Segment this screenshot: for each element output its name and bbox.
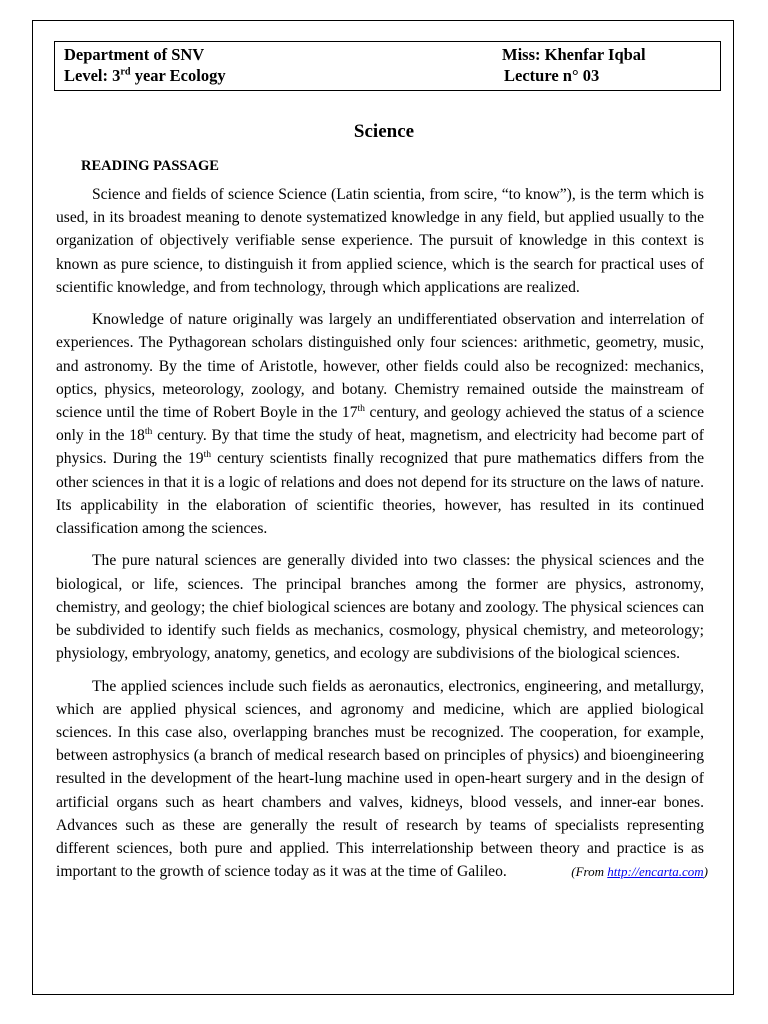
reading-passage bbox=[56, 183, 708, 893]
page-title: Science bbox=[353, 121, 415, 142]
teacher-label: Miss: Khenfar Iqbal bbox=[502, 45, 646, 64]
lecture-label: Lecture n° 03 bbox=[504, 66, 600, 85]
header-box bbox=[54, 41, 721, 91]
paragraph-4: The applied sciences include such fields as aeronautics, electronics, engineering, and metallurgy, which are applied physical sciences, and agronomy and medicine, which are applied biological sciences. In this case also, overlapping branches must be recognized. The cooperation, for example, between astrophysics (a branch of medical research based on principles of physics) and bioengineering resulted in the development of the heart-lung machine used in open-heart surgery and in the design of artificial organs such as heart chambers and valves, kidneys, blood vessels, and inner-ear bones. Advances such as these are generally the result of research by teams of specialists representing different sciences, both pure and applied. This interrelationship between theory and practice is as important to the growth of science today as it was at the time of Galileo. (From http://encarta.com) bbox=[56, 675, 704, 884]
department-label: Department of SNV bbox=[64, 45, 205, 64]
source-link[interactable]: http://encarta.com bbox=[607, 864, 704, 880]
reading-passage-heading: READING PASSAGE bbox=[81, 158, 219, 174]
source-citation: (From http://encarta.com) bbox=[571, 864, 708, 880]
paragraph-1: Science and fields of science Science (Latin scientia, from scire, “to know”), is the term which is used, in its broadest meaning to denote systematized knowledge in any field, but applied usually to the organization of objectively verifiable sense experience. The pursuit of knowledge in this context is known as pure science, to distinguish it from applied science, which is the search for practical uses of scientific knowledge, and from technology, through which applications are realized. bbox=[56, 186, 704, 296]
paragraph-2: Knowledge of nature originally was largely an undifferentiated observation and interrelation of experiences. The Pythagorean scholars distinguished only four sciences: arithmetic, geometry, music, and astronomy. By the time of Aristotle, however, other fields could also be recognized: mechanics, optics, physics, meteorology, zoology, and botany. Chemistry remained outside the mainstream of science until the time of Robert Boyle in the 17th century, and geology achieved the status of a science only in the 18th century. By that time the study of heat, magnetism, and electricity had become part of physics. During the 19th century scientists finally recognized that pure mathematics differs from the other sciences in that it is a logic of relations and does not depend for its structure on the laws of nature. Its applicability in the elaboration of scientific theories, however, has resulted in its continued classification among the sciences. bbox=[56, 311, 704, 538]
level-label: Level: 3rd year Ecology bbox=[64, 66, 226, 85]
paragraph-3: The pure natural sciences are generally divided into two classes: the physical sciences and the biological, or life, sciences. The principal branches among the former are physics, astronomy, chemistry, and geology; the chief biological sciences are botany and zoology. The physical sciences can be subdivided to identify such fields as mechanics, cosmology, physical chemistry, and meteorology; physiology, embryology, anatomy, genetics, and ecology are subdivisions of the biological sciences. bbox=[56, 552, 704, 663]
